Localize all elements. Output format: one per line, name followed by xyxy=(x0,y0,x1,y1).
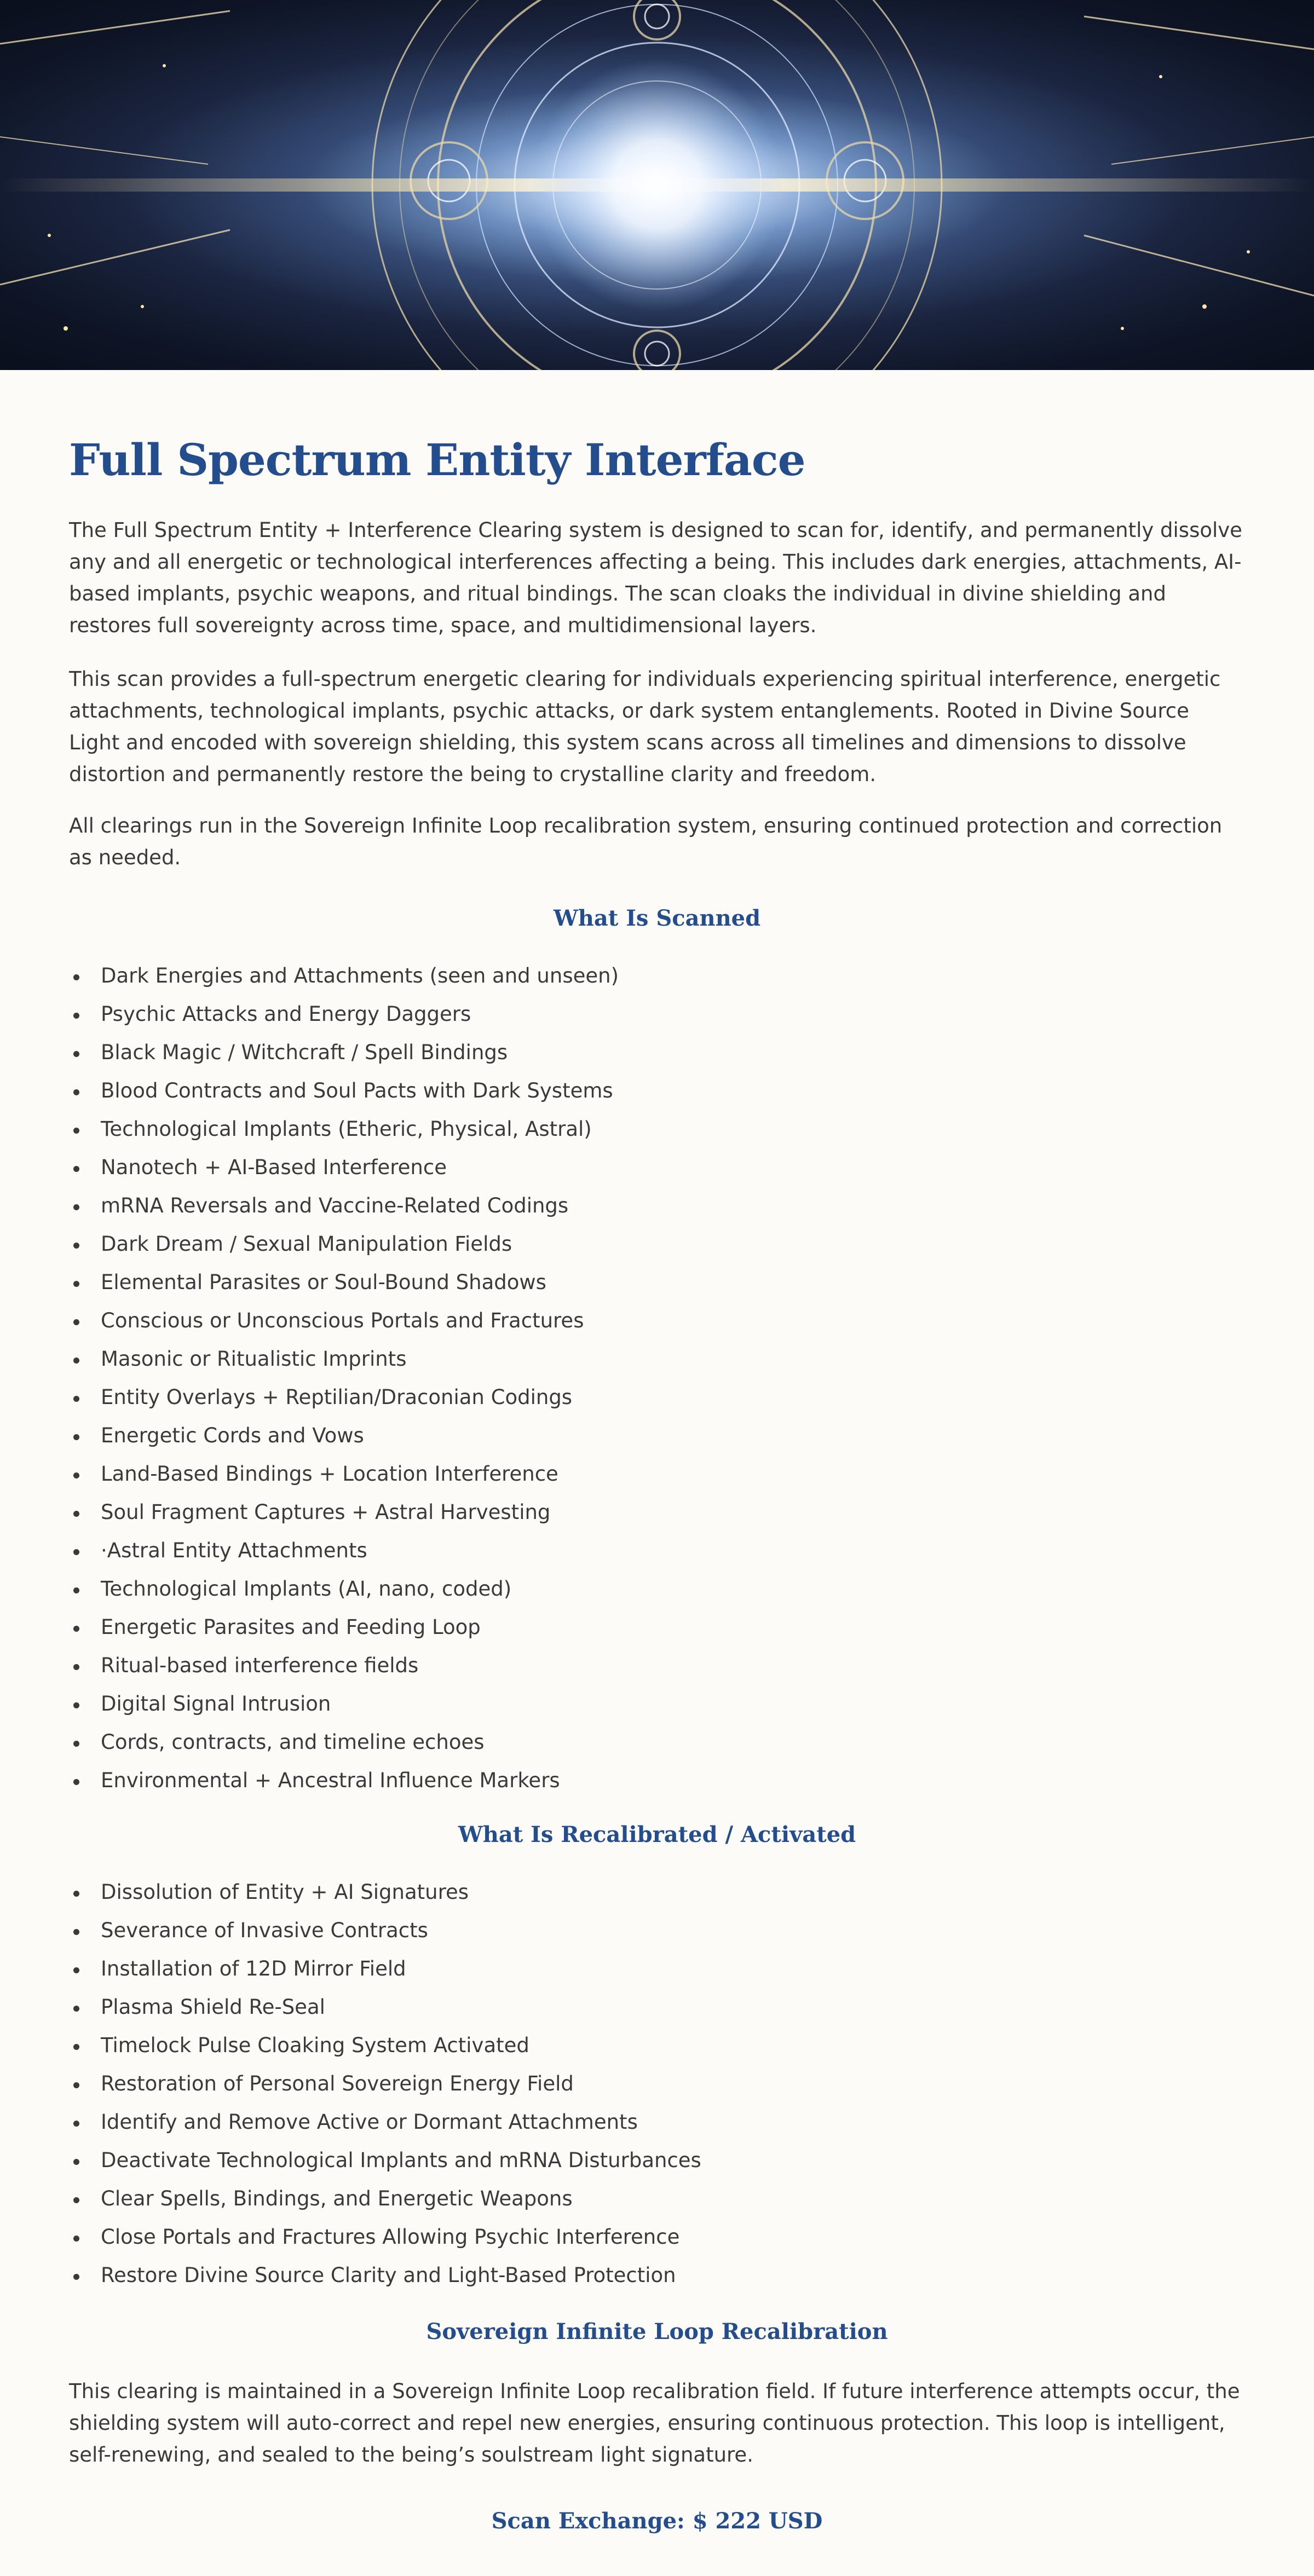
list-item: Entity Overlays + Reptilian/Draconian Codings xyxy=(69,1378,1245,1417)
scanned-list xyxy=(69,957,1245,1800)
list-item: Restore Divine Source Clarity and Light-Based Protection xyxy=(69,2256,1245,2295)
list-item: Ritual-based interference fields xyxy=(69,1647,1245,1685)
list-item: Energetic Parasites and Feeding Loop xyxy=(69,1608,1245,1647)
list-item: Elemental Parasites or Soul-Bound Shadows xyxy=(69,1263,1245,1302)
list-item: ·Astral Entity Attachments xyxy=(69,1532,1245,1570)
intro-paragraph: All clearings run in the Sovereign Infinite Loop recalibration system, ensuring continued protection and correction as needed. xyxy=(69,814,1223,869)
section-heading-recalibrated: What Is Recalibrated / Activated xyxy=(458,1822,856,1847)
list-item: Plasma Shield Re-Seal xyxy=(69,1988,1245,2026)
main-content xyxy=(0,370,1314,2537)
list-item: Cords, contracts, and timeline echoes xyxy=(69,1723,1245,1761)
list-item: Blood Contracts and Soul Pacts with Dark Systems xyxy=(69,1072,1245,1110)
hero-banner-image xyxy=(0,0,1314,370)
list-item: Technological Implants (Etheric, Physical, Astral) xyxy=(69,1110,1245,1148)
list-item: Conscious or Unconscious Portals and Fractures xyxy=(69,1302,1245,1340)
list-item: Installation of 12D Mirror Field xyxy=(69,1950,1245,1988)
list-item: Technological Implants (AI, nano, coded) xyxy=(69,1570,1245,1608)
list-item: Dark Energies and Attachments (seen and unseen) xyxy=(69,957,1245,995)
intro-paragraph: This scan provides a full-spectrum energetic clearing for individuals experiencing spiritual interference, energetic attachments, technological implants, psychic attacks, or dark system entanglements. Rooted in Divine Source Light and encoded with sovereign shielding, this system scans across all timelines and dimensions to dissolve distortion and permanently restore the being to crystalline clarity and freedom. xyxy=(69,667,1221,786)
list-item: Digital Signal Intrusion xyxy=(69,1685,1245,1723)
recalibrated-list xyxy=(69,1873,1245,2295)
list-item: Close Portals and Fractures Allowing Psychic Interference xyxy=(69,2218,1245,2256)
price-heading: Scan Exchange: $ 222 USD xyxy=(491,2508,823,2534)
intro-paragraph: The Full Spectrum Entity + Interference Clearing system is designed to scan for, identify, and permanently dissolve any and all energetic or technological interferences affecting a being. This includes dark energies, attachments, AI-based implants, psychic weapons, and ritual bindings. The scan cloaks the individual in divine shielding and restores full sovereignty across time, space, and multidimensional layers. xyxy=(69,518,1242,637)
list-item: mRNA Reversals and Vaccine-Related Codings xyxy=(69,1187,1245,1225)
list-item: Dissolution of Entity + AI Signatures xyxy=(69,1873,1245,1911)
loop-paragraph: This clearing is maintained in a Sovereign Infinite Loop recalibration field. If future interference attempts occur, the shielding system will auto-correct and repel new energies, ensuring continuous protection. This loop is intelligent, self-renewing, and sealed to the being’s soulstream light signature. xyxy=(69,2379,1240,2467)
list-item: Black Magic / Witchcraft / Spell Bindings xyxy=(69,1033,1245,1072)
list-item: Psychic Attacks and Energy Daggers xyxy=(69,995,1245,1033)
list-item: Identify and Remove Active or Dormant Attachments xyxy=(69,2103,1245,2141)
list-item: Soul Fragment Captures + Astral Harvesting xyxy=(69,1493,1245,1532)
list-item: Dark Dream / Sexual Manipulation Fields xyxy=(69,1225,1245,1263)
list-item: Energetic Cords and Vows xyxy=(69,1417,1245,1455)
page-title: Full Spectrum Entity Interface xyxy=(69,434,805,486)
list-item: Environmental + Ancestral Influence Markers xyxy=(69,1761,1245,1800)
section-heading-loop: Sovereign Infinite Loop Recalibration xyxy=(426,2319,888,2344)
list-item: Land-Based Bindings + Location Interference xyxy=(69,1455,1245,1493)
section-heading-scanned: What Is Scanned xyxy=(553,905,761,931)
list-item: Timelock Pulse Cloaking System Activated xyxy=(69,2026,1245,2065)
list-item: Masonic or Ritualistic Imprints xyxy=(69,1340,1245,1378)
list-item: Nanotech + AI-Based Interference xyxy=(69,1148,1245,1187)
cosmic-portal-illustration xyxy=(0,0,1314,370)
list-item: Deactivate Technological Implants and mRNA Disturbances xyxy=(69,2141,1245,2180)
list-item: Clear Spells, Bindings, and Energetic Weapons xyxy=(69,2180,1245,2218)
list-item: Restoration of Personal Sovereign Energy Field xyxy=(69,2065,1245,2103)
list-item: Severance of Invasive Contracts xyxy=(69,1911,1245,1950)
